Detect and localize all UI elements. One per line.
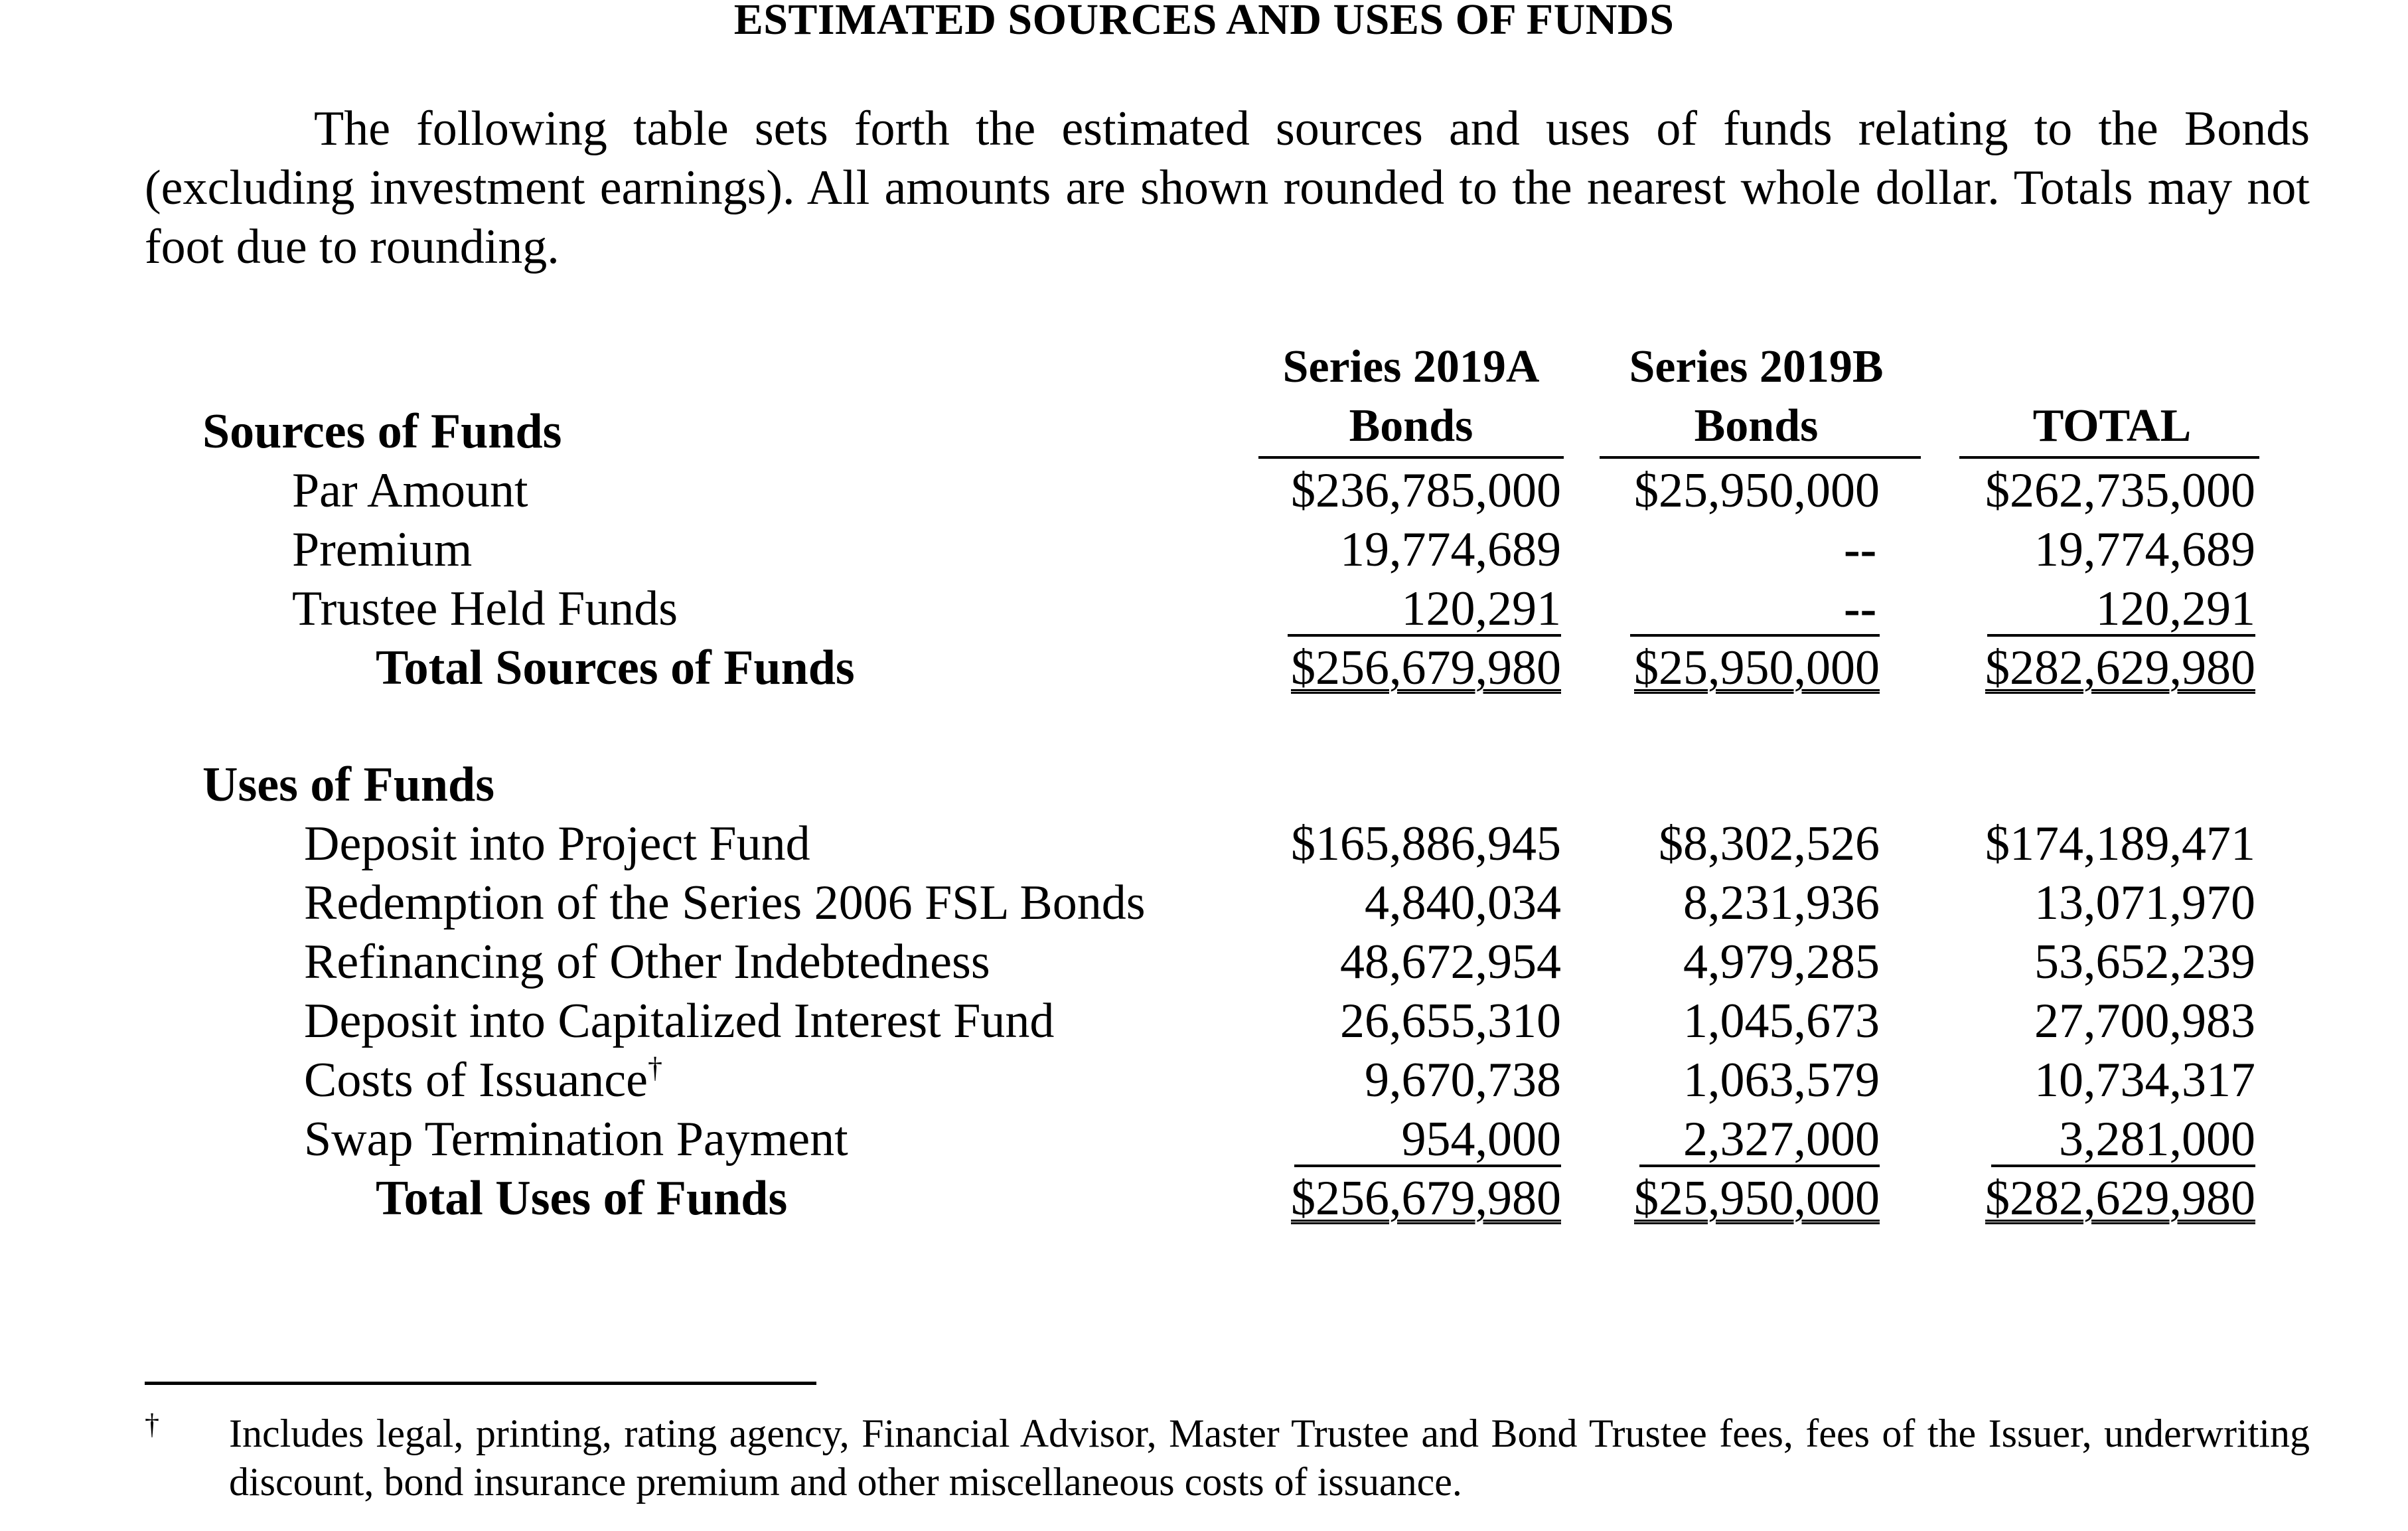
cell-value: 2,327,000 [1683, 1112, 1880, 1167]
total-value: $282,629,980 [1985, 641, 2255, 695]
cell-value: 26,655,310 [1340, 994, 1561, 1048]
intro-paragraph [145, 100, 2310, 277]
cell-value: -- [1844, 582, 1877, 636]
page-title: ESTIMATED SOURCES AND USES OF FUNDS [733, 0, 1675, 44]
total-value: $282,629,980 [1985, 1171, 2255, 1226]
column-header-line: Series 2019B [1629, 341, 1884, 392]
footnote-mark: † [145, 1408, 159, 1441]
row-label: Par Amount [292, 463, 528, 518]
total-value: $25,950,000 [1634, 641, 1880, 695]
header-rule [1600, 456, 1921, 459]
footnote-reference: † [647, 1052, 662, 1084]
subtotal-rule [1987, 634, 2255, 637]
column-header-total: TOTAL [2032, 400, 2192, 451]
cell-value: 9,670,738 [1365, 1053, 1561, 1107]
footnote-separator [145, 1382, 816, 1385]
cell-value: 13,071,970 [2034, 876, 2255, 930]
row-label: Costs of Issuance [304, 1053, 648, 1107]
row-label: Refinancing of Other Indebtedness [304, 935, 990, 989]
column-header-line: Series 2019A [1282, 341, 1540, 392]
subtotal-rule [1630, 634, 1880, 637]
cell-value: $262,735,000 [1985, 463, 2255, 518]
section-heading-uses: Uses of Funds [202, 758, 494, 812]
row-label: Premium [292, 523, 473, 577]
cell-value: 27,700,983 [2034, 994, 2255, 1048]
cell-value: 120,291 [2095, 582, 2255, 636]
section-heading-sources: Sources of Funds [202, 404, 562, 459]
cell-value: $25,950,000 [1634, 463, 1880, 518]
cell-value: 8,231,936 [1683, 876, 1880, 930]
row-label: Trustee Held Funds [292, 582, 678, 636]
row-label: Deposit into Capitalized Interest Fund [304, 994, 1055, 1048]
row-label-costs-of-issuance [304, 1052, 662, 1107]
cell-value: $236,785,000 [1291, 463, 1561, 518]
column-header-series-2019b [1604, 337, 1909, 455]
cell-value: $165,886,945 [1291, 817, 1561, 871]
total-value: $256,679,980 [1291, 641, 1561, 695]
row-label: Swap Termination Payment [304, 1112, 848, 1167]
cell-value: 48,672,954 [1340, 935, 1561, 989]
row-label: Redemption of the Series 2006 FSL Bonds [304, 876, 1146, 930]
subtotal-rule [1991, 1165, 2255, 1167]
cell-value: 53,652,239 [2034, 935, 2255, 989]
subtotal-rule [1288, 634, 1561, 637]
cell-value: 4,979,285 [1683, 935, 1880, 989]
cell-value: 10,734,317 [2034, 1053, 2255, 1107]
column-header-line: Bonds [1349, 400, 1473, 451]
cell-value: 3,281,000 [2059, 1112, 2255, 1167]
header-rule [1959, 456, 2259, 459]
total-label-sources: Total Sources of Funds [376, 641, 855, 695]
cell-value: 19,774,689 [2034, 523, 2255, 577]
intro-text: The following table sets forth the estimated sources and uses of funds relating to the Bonds (excluding investment earnings). All amounts are shown rounded to the nearest whole dollar. Totals may not foot due to rounding. [145, 102, 2310, 274]
cell-value: $174,189,471 [1985, 817, 2255, 871]
footnote-text: Includes legal, printing, rating agency, Financial Advisor, Master Trustee and Bond Trustee fees, fees of the Issuer, underwriting discount, bond insurance premium and other miscellaneous costs of issuance. [229, 1411, 2310, 1504]
cell-value: 19,774,689 [1340, 523, 1561, 577]
cell-value: 120,291 [1401, 582, 1561, 636]
total-value: $25,950,000 [1634, 1171, 1880, 1226]
cell-value: $8,302,526 [1659, 817, 1880, 871]
cell-value: 1,063,579 [1683, 1053, 1880, 1107]
cell-value: 954,000 [1401, 1112, 1561, 1167]
cell-value: 1,045,673 [1683, 994, 1880, 1048]
subtotal-rule [1639, 1165, 1880, 1167]
column-header-series-2019a [1258, 337, 1564, 455]
total-label-uses: Total Uses of Funds [376, 1171, 788, 1226]
subtotal-rule [1294, 1165, 1561, 1167]
header-rule [1258, 456, 1564, 459]
column-header-line: Bonds [1694, 400, 1819, 451]
row-label: Deposit into Project Fund [304, 817, 810, 871]
cell-value: -- [1844, 523, 1877, 577]
cell-value: 4,840,034 [1365, 876, 1561, 930]
total-value: $256,679,980 [1291, 1171, 1561, 1226]
